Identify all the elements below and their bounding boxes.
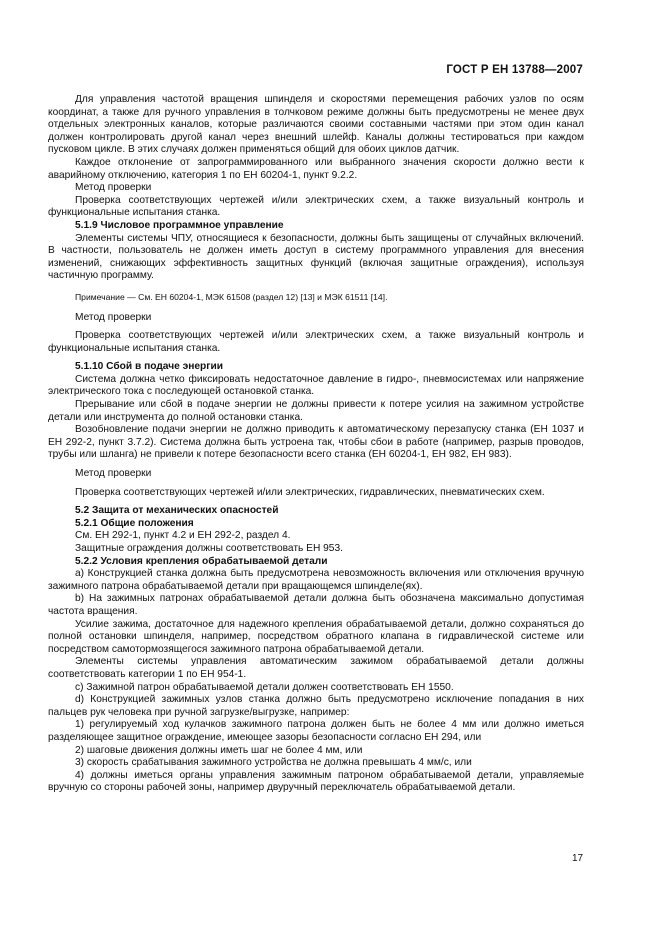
section-heading: 5.2.2 Условия крепления обрабатываемой детали [75,555,328,567]
paragraph: Метод проверки [75,468,152,480]
paragraph: Элементы системы управления автоматическим зажимом обрабатываемой детали должны соответствовать категории 1 по ЕН 954-1. [48,656,584,680]
list-item: 4) должны иметься органы управления зажимным патроном обрабатываемой детали, управляемые вручную со стороны рабочей зоны, например двуручный переключатель обрабатываемой детали. [48,769,584,794]
paragraph: Прерывание или сбой в подаче энергии не должны привести к потере усилия на зажимном устройстве детали или инструмента до полной остановки станка. [48,399,584,423]
paragraph: Метод проверки [75,182,152,194]
list-item: 2) шаговые движения должны иметь шаг не более 4 мм, или [75,744,363,756]
note: Примечание — См. ЕН 60204-1, МЭК 61508 (раздел 12) [13] и МЭК 61511 [14]. [75,291,388,302]
paragraph: Защитные ограждения должны соответствовать ЕН 953. [75,543,343,554]
list-item: 1) регулируемый ход кулачков зажимного патрона должен быть не более 4 мм или должно иметься разделяющее защитное ограждение, имеющее зазоры безопасности согласно ЕН 294, или [48,719,584,743]
document-header: ГОСТ Р ЕН 13788—2007 [446,64,583,76]
section-heading: 5.2.1 Общие положения [75,517,194,529]
list-item: a) Конструкцией станка должна быть предусмотрена невозможность включения или отключения вручную зажимного патрона обрабатываемой детали при вращающемся шпинделе(ях). [48,568,584,592]
paragraph: Проверка соответствующих чертежей и/или электрических, гидравлических, пневматических схем. [75,486,545,498]
list-item: 3) скорость срабатывания зажимного устройства не должна превышать 4 мм/с, или [75,757,472,769]
paragraph: Каждое отклонение от запрограммированного или выбранного значения скорости должно вести к аварийному отключению, категория 1 по ЕН 60204-1, пункт 9.2.2. [48,156,584,181]
paragraph: См. ЕН 292-1, пункт 4.2 и ЕН 292-2, раздел 4. [75,530,291,542]
paragraph: Проверка соответствующих чертежей и/или электрических схем, а также визуальный контроль и функциональные испытания станка. [48,330,584,354]
document-body [48,94,584,795]
section-heading: 5.2 Защита от механических опасностей [75,505,279,517]
paragraph: Проверка соответствующих чертежей и/или электрических схем, а также визуальный контроль и функциональные испытания станка. [48,194,584,219]
section-heading: 5.1.10 Сбой в подаче энергии [75,361,224,373]
list-item: c) Зажимной патрон обрабатываемой детали должен соответствовать ЕН 1550. [75,681,454,693]
paragraph: Усилие зажима, достаточное для надежного крепления обрабатываемой детали, должно сохраняться до полной остановки шпинделя, например, посредством обратного клапана в гидравлической системе или посредством самотормозящегося зажимного патрона обрабатываемой детали. [48,618,584,655]
paragraph: Для управления частотой вращения шпинделя и скоростями перемещения рабочих узлов по осям координат, а также для ручного управления в толчковом режиме должны быть предусмотрены не менее двух отдельных электронных каналов, которые различаются своими составными частями при этом один канал должен контролировать другой канал через внешний шлейф. Каналы должны тестироваться при каждом пусковом цикле. В этих случаях должен применяться общий для обоих циклов датчик. [48,94,584,156]
list-item: d) Конструкцией зажимных узлов станка должно быть предусмотрено исключение попадания в них пальцев рук человека при ручной загрузке/выгрузке, например: [48,694,584,718]
page-number: 17 [572,853,584,864]
paragraph: Возобновление подачи энергии не должно приводить к автоматическому перезапуску станка (ЕН 1037 и ЕН 292-2, пункт 3.7.2). Система должна быть устроена так, чтобы сбои в работе (например, разрыв проводов, трубы или шланга) не привели к потере безопасности всего станка (ЕН 60204-1, ЕН 982, ЕН 983). [48,424,584,461]
paragraph: Элементы системы ЧПУ, относящиеся к безопасности, должны быть защищены от случайных включений. В частности, пользователь не должен иметь доступ в систему программного управления для внесения изменений, снижающих эффективность защитных функций (включая защитные ограждения), используя частичную программу. [48,232,584,282]
paragraph: Система должна четко фиксировать недостаточное давление в гидро-, пневмосистемах или напряжение электрического тока с последующей остановкой станка. [48,373,584,398]
paragraph: Метод проверки [75,311,152,323]
section-heading: 5.1.9 Числовое программное управление [75,219,284,231]
list-item: b) На зажимных патронах обрабатываемой детали должна быть обозначена максимально допустимая частота вращения. [48,593,584,617]
